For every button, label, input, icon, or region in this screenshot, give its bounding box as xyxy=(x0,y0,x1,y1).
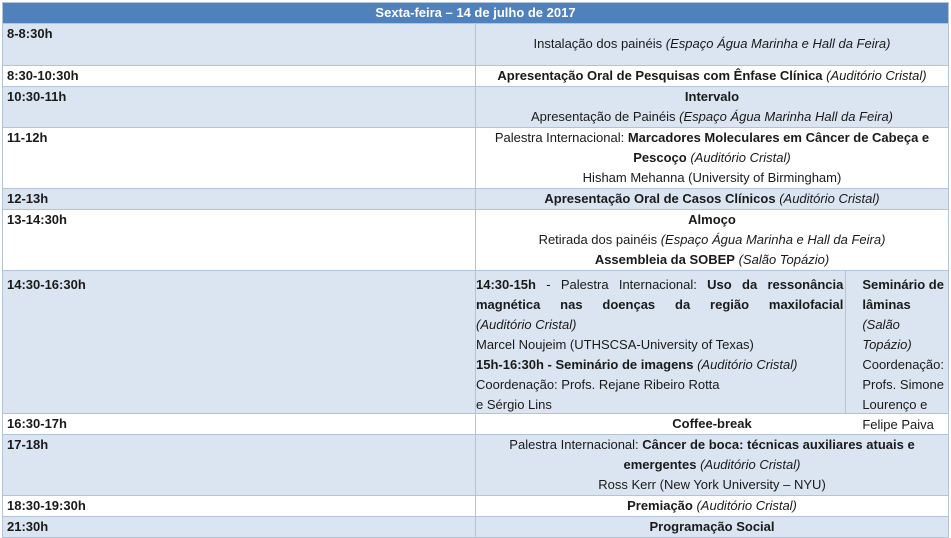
table-row xyxy=(3,496,949,517)
event-line: Coffee-break xyxy=(672,416,752,431)
event-cell xyxy=(476,517,949,538)
table-row xyxy=(3,66,949,87)
event-line: Seminário de lâminas (Salão Topázio) xyxy=(862,277,944,352)
time-cell: 18:30-19:30h xyxy=(3,496,476,517)
table-row xyxy=(3,271,949,414)
event-line: 14:30-15h - Palestra Internacional: Uso da ressonância xyxy=(476,277,844,292)
left-session xyxy=(476,271,846,413)
event-line: Instalação dos painéis (Espaço Água Marinha e Hall da Feira) xyxy=(533,36,891,51)
time-cell: 17-18h xyxy=(3,435,476,496)
table-row xyxy=(3,517,949,538)
event-line: Apresentação Oral de Casos Clínicos (Auditório Cristal) xyxy=(544,191,880,206)
day-title: Sexta-feira – 14 de julho de 2017 xyxy=(3,3,949,24)
time-cell: 11-12h xyxy=(3,128,476,189)
event-line: Almoço xyxy=(688,212,736,227)
event-line: Programação Social xyxy=(649,519,775,534)
table-row xyxy=(3,189,949,210)
event-line: Palestra Internacional: Câncer de boca: técnicas auxiliares atuais e emergentes (Auditório Cristal) xyxy=(509,437,915,472)
event-line: Apresentação de Painéis (Espaço Água Marinha Hall da Feira) xyxy=(530,109,894,124)
event-cell xyxy=(476,24,949,66)
event-cell xyxy=(476,496,949,517)
table-row xyxy=(3,87,949,128)
event-line: magnética nas doenças da região maxilofacial xyxy=(476,297,844,312)
schedule-table xyxy=(2,2,949,538)
coordination-line: e Sérgio Lins xyxy=(476,397,552,412)
time-cell: 8:30-10:30h xyxy=(3,66,476,87)
event-cell xyxy=(476,435,949,496)
time-cell: 8-8:30h xyxy=(3,24,476,66)
event-line: Palestra Internacional: Marcadores Moleculares em Câncer de Cabeça e Pescoço (Auditório Cristal) xyxy=(494,130,930,165)
time-cell: 16:30-17h xyxy=(3,414,476,435)
event-line: 15h-16:30h - Seminário de imagens (Auditório Cristal) xyxy=(476,357,798,372)
right-session xyxy=(846,271,948,432)
event-line: Intervalo xyxy=(684,89,740,104)
event-cell xyxy=(476,66,949,87)
header-row xyxy=(3,3,949,24)
time-cell: 14:30-16:30h xyxy=(3,271,476,414)
time-cell: 12-13h xyxy=(3,189,476,210)
event-line: Assembleia da SOBEP (Salão Topázio) xyxy=(594,252,830,267)
event-cell xyxy=(476,189,949,210)
coordination-line: Coordenação: Profs. Simone Lourenço e Felipe Paiva xyxy=(862,357,944,432)
time-cell: 13-14:30h xyxy=(3,210,476,271)
speaker-line: Hisham Mehanna (University of Birmingham) xyxy=(582,170,842,185)
speaker-line: Marcel Noujeim (UTHSCSA-University of Texas) xyxy=(476,337,754,352)
table-row xyxy=(3,414,949,435)
event-line: Retirada dos painéis (Espaço Água Marinha e Hall da Feira) xyxy=(538,232,886,247)
table-row xyxy=(3,435,949,496)
time-cell: 10:30-11h xyxy=(3,87,476,128)
coordination-line: Coordenação: Profs. Rejane Ribeiro Rotta xyxy=(476,377,720,392)
table-row xyxy=(3,210,949,271)
table-row xyxy=(3,24,949,66)
speaker-line: Ross Kerr (New York University – NYU) xyxy=(598,477,826,492)
event-cell xyxy=(476,128,949,189)
event-cell xyxy=(476,210,949,271)
event-cell xyxy=(476,87,949,128)
event-line: Premiação (Auditório Cristal) xyxy=(627,498,797,513)
table-row xyxy=(3,128,949,189)
event-line: (Auditório Cristal) xyxy=(476,317,577,332)
time-cell: 21:30h xyxy=(3,517,476,538)
event-line: Apresentação Oral de Pesquisas com Ênfase Clínica (Auditório Cristal) xyxy=(497,68,927,83)
